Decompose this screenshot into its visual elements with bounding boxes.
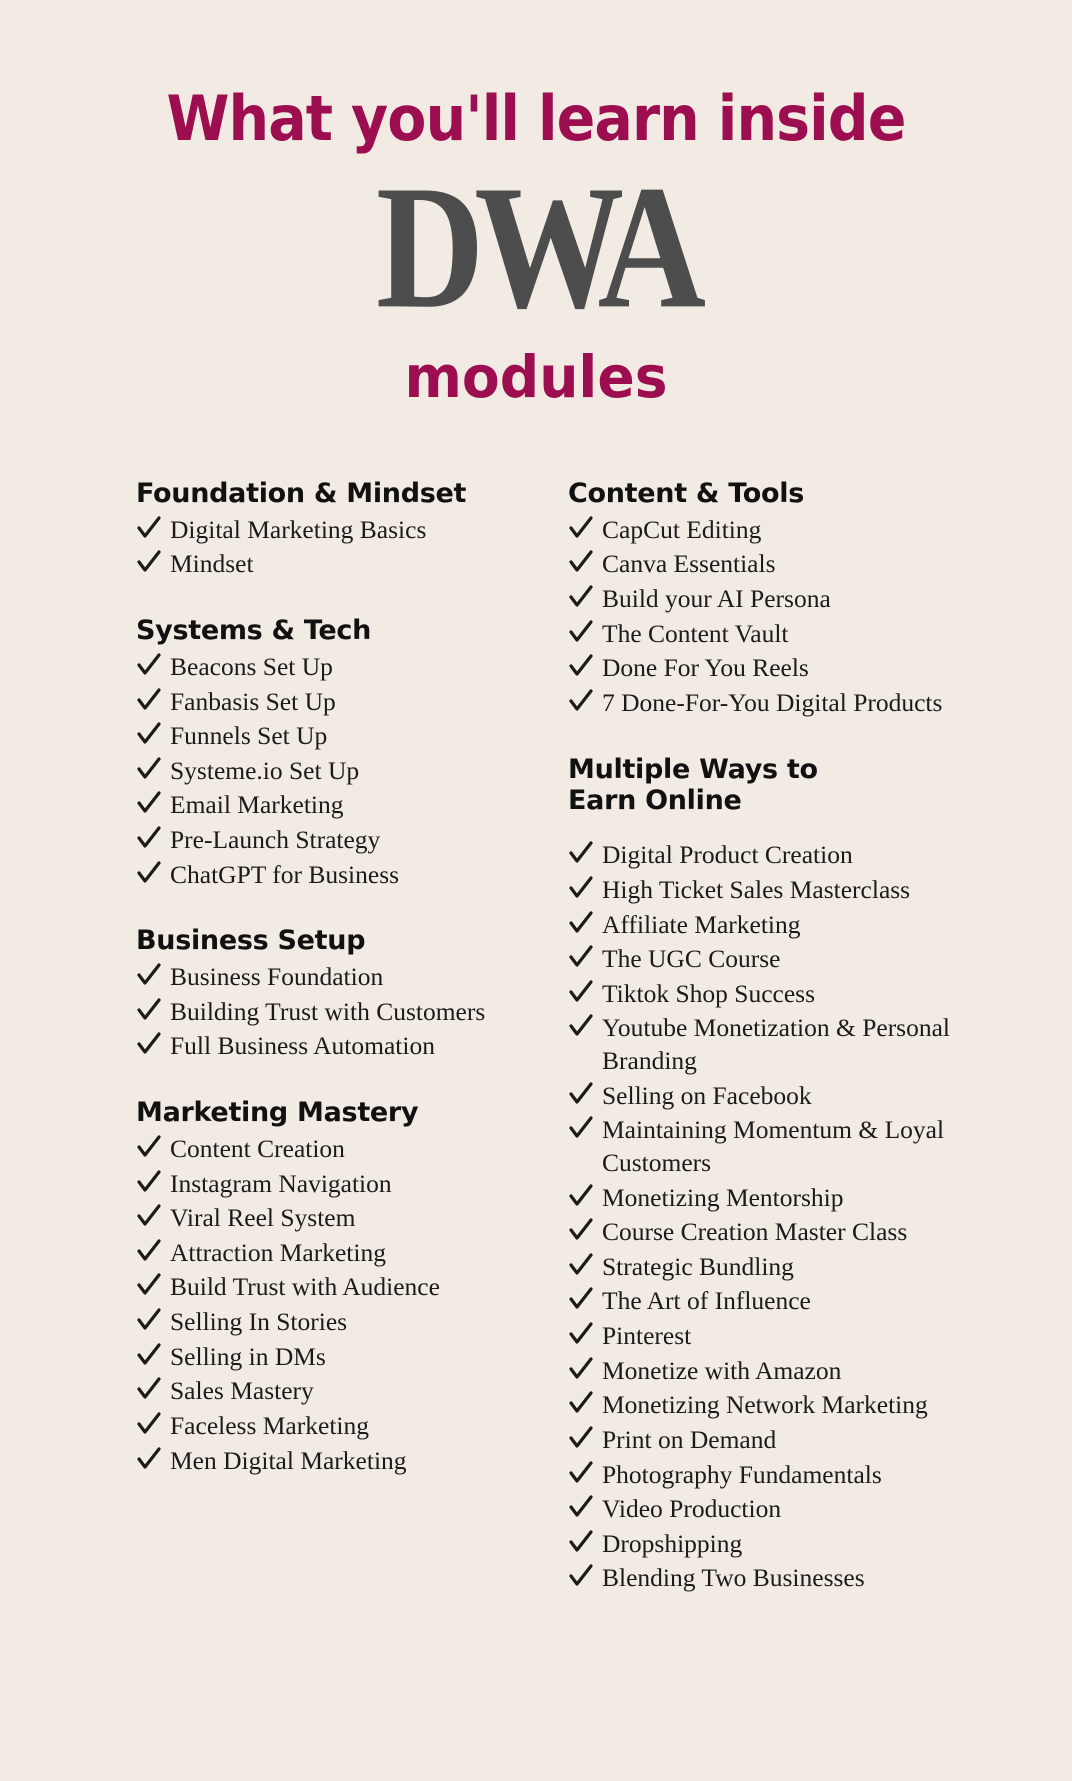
list-item	[568, 1216, 976, 1249]
module-list	[136, 514, 536, 581]
check-icon	[568, 1286, 594, 1312]
module-section	[136, 1097, 536, 1477]
list-item	[568, 978, 976, 1011]
list-item	[568, 1012, 976, 1077]
check-icon	[568, 1390, 594, 1416]
list-item-label: Selling on Facebook	[602, 1080, 812, 1110]
list-item	[136, 1030, 536, 1063]
list-item	[136, 1410, 536, 1443]
list-item-label: Content Creation	[170, 1133, 345, 1163]
section-title: Foundation & Mindset	[136, 478, 467, 509]
check-icon	[568, 1425, 594, 1451]
section-title: Systems & Tech	[136, 615, 372, 647]
check-icon	[136, 652, 162, 678]
list-item	[568, 548, 976, 581]
list-item	[136, 1237, 536, 1270]
list-item-label: Digital Marketing Basics	[170, 514, 427, 544]
list-item	[568, 1251, 976, 1284]
check-icon	[568, 1183, 594, 1209]
list-item-label: Faceless Marketing	[170, 1410, 369, 1440]
list-item-label: Build your AI Persona	[602, 584, 831, 614]
check-icon	[136, 1307, 162, 1333]
list-item-label: The Art of Influence	[602, 1286, 811, 1316]
module-list	[136, 1133, 536, 1477]
module-list	[568, 839, 976, 1595]
list-item	[136, 720, 536, 753]
list-item-label: Beacons Set Up	[170, 651, 333, 681]
list-item-label: Digital Product Creation	[602, 840, 853, 870]
list-item	[568, 618, 976, 651]
list-item	[136, 996, 536, 1029]
list-item	[568, 1562, 976, 1595]
check-icon	[136, 1238, 162, 1264]
module-list	[136, 651, 536, 891]
list-item-label: Systeme.io Set Up	[170, 755, 360, 785]
list-item	[568, 1424, 976, 1457]
list-item	[136, 1306, 536, 1339]
check-icon	[136, 721, 162, 747]
list-item	[136, 1271, 536, 1304]
list-item-label: The UGC Course	[602, 944, 781, 974]
module-columns	[0, 478, 1072, 1629]
check-icon	[136, 1342, 162, 1368]
list-item	[136, 1168, 536, 1201]
list-item-label: Affiliate Marketing	[602, 909, 801, 939]
list-item	[568, 514, 976, 547]
check-icon	[568, 653, 594, 679]
list-item	[136, 1341, 536, 1374]
check-icon	[568, 840, 594, 866]
list-item-label: Selling in DMs	[170, 1341, 326, 1371]
list-item-label: Print on Demand	[602, 1424, 777, 1454]
list-item	[568, 1285, 976, 1318]
brand-logo-text: DWA	[375, 149, 697, 346]
check-icon	[568, 979, 594, 1005]
column-right	[556, 478, 976, 1629]
list-item-label: Building Trust with Customers	[170, 996, 486, 1026]
list-item	[568, 1459, 976, 1492]
check-icon	[568, 584, 594, 610]
check-icon	[568, 619, 594, 645]
list-item-label: Course Creation Master Class	[602, 1217, 908, 1247]
list-item-label: High Ticket Sales Masterclass	[602, 874, 911, 904]
page-title: What you'll learn inside	[166, 82, 906, 155]
subtitle-modules: modules	[404, 343, 668, 411]
check-icon	[568, 1563, 594, 1589]
check-icon	[136, 1031, 162, 1057]
list-item-label: Sales Mastery	[170, 1376, 314, 1406]
check-icon	[568, 1013, 594, 1039]
check-icon	[568, 1081, 594, 1107]
list-item-label: Full Business Automation	[170, 1031, 435, 1061]
check-icon	[136, 687, 162, 713]
check-icon	[568, 688, 594, 714]
check-icon	[568, 1321, 594, 1347]
poster-header	[0, 0, 1072, 411]
check-icon	[136, 756, 162, 782]
section-title: Marketing Mastery	[136, 1097, 419, 1129]
list-item-label: Attraction Marketing	[170, 1237, 386, 1267]
list-item	[136, 859, 536, 892]
check-icon	[568, 875, 594, 901]
module-list	[568, 514, 976, 720]
check-icon	[136, 549, 162, 575]
list-item-label: Fanbasis Set Up	[170, 686, 336, 716]
list-item	[568, 874, 976, 907]
check-icon	[136, 1411, 162, 1437]
check-icon	[136, 962, 162, 988]
module-section	[136, 478, 536, 581]
check-icon	[136, 515, 162, 541]
list-item	[136, 1375, 536, 1408]
module-section	[136, 925, 536, 1063]
list-item	[136, 514, 536, 547]
list-item	[568, 839, 976, 872]
list-item	[136, 1202, 536, 1235]
list-item-label: Blending Two Businesses	[602, 1563, 865, 1593]
module-section	[568, 754, 976, 1595]
list-item-label: Video Production	[602, 1494, 782, 1524]
list-item-label: Dropshipping	[602, 1528, 743, 1558]
list-item-label: The Content Vault	[602, 618, 789, 648]
column-left	[136, 478, 556, 1629]
list-item	[568, 1114, 976, 1179]
list-item-label: 7 Done-For-You Digital Products	[602, 687, 943, 717]
list-item	[136, 755, 536, 788]
check-icon	[568, 1115, 594, 1141]
spacer	[568, 821, 976, 839]
section-title: Multiple Ways to Earn Online	[568, 753, 818, 817]
list-item-label: Build Trust with Audience	[170, 1272, 440, 1302]
list-item	[568, 1528, 976, 1561]
list-item-label: Maintaining Momentum & Loyal Customers	[602, 1115, 945, 1177]
check-icon	[568, 549, 594, 575]
list-item-label: Monetizing Mentorship	[602, 1182, 844, 1212]
list-item	[136, 961, 536, 994]
list-item-label: Tiktok Shop Success	[602, 978, 816, 1008]
module-section	[568, 478, 976, 720]
list-item	[568, 943, 976, 976]
list-item-label: Funnels Set Up	[170, 721, 328, 751]
list-item-label: Monetizing Network Marketing	[602, 1390, 928, 1420]
list-item	[568, 687, 976, 720]
list-item-label: Monetize with Amazon	[602, 1355, 842, 1385]
list-item-label: Pre-Launch Strategy	[170, 825, 381, 855]
check-icon	[568, 910, 594, 936]
check-icon	[136, 1203, 162, 1229]
list-item	[136, 686, 536, 719]
check-icon	[568, 515, 594, 541]
list-item-label: CapCut Editing	[602, 514, 762, 544]
list-item-label: Youtube Monetization & Personal Branding	[602, 1013, 951, 1076]
list-item	[568, 1493, 976, 1526]
check-icon	[568, 1494, 594, 1520]
module-list	[136, 961, 536, 1063]
list-item	[136, 824, 536, 857]
check-icon	[568, 1252, 594, 1278]
list-item	[136, 1133, 536, 1166]
list-item	[136, 1445, 536, 1478]
section-title: Content & Tools	[568, 478, 805, 509]
list-item	[568, 1080, 976, 1113]
list-item	[136, 548, 536, 581]
list-item-label: Business Foundation	[170, 962, 384, 992]
list-item-label: Email Marketing	[170, 790, 344, 820]
list-item-label: Canva Essentials	[602, 549, 776, 579]
list-item-label: ChatGPT for Business	[170, 859, 400, 889]
list-item	[136, 651, 536, 684]
section-title: Business Setup	[136, 925, 366, 957]
list-item-label: Done For You Reels	[602, 653, 809, 683]
list-item-label: Men Digital Marketing	[170, 1445, 407, 1475]
check-icon	[568, 1529, 594, 1555]
module-section	[136, 615, 536, 891]
list-item	[568, 1320, 976, 1353]
list-item	[568, 652, 976, 685]
check-icon	[568, 1460, 594, 1486]
list-item	[568, 1389, 976, 1422]
list-item-label: Strategic Bundling	[602, 1251, 794, 1281]
check-icon	[136, 825, 162, 851]
list-item	[568, 583, 976, 616]
check-icon	[136, 997, 162, 1023]
check-icon	[568, 1217, 594, 1243]
list-item	[568, 909, 976, 942]
check-icon	[136, 1376, 162, 1402]
list-item-label: Pinterest	[602, 1321, 692, 1351]
list-item-label: Photography Fundamentals	[602, 1459, 882, 1489]
list-item-label: Instagram Navigation	[170, 1168, 392, 1198]
check-icon	[568, 944, 594, 970]
list-item	[568, 1355, 976, 1388]
list-item-label: Mindset	[170, 549, 254, 579]
check-icon	[136, 860, 162, 886]
list-item-label: Selling In Stories	[170, 1307, 348, 1337]
check-icon	[136, 1134, 162, 1160]
list-item	[136, 789, 536, 822]
check-icon	[136, 1272, 162, 1298]
check-icon	[136, 1169, 162, 1195]
check-icon	[568, 1356, 594, 1382]
check-icon	[136, 1446, 162, 1472]
list-item-label: Viral Reel System	[170, 1203, 356, 1233]
check-icon	[136, 790, 162, 816]
list-item	[568, 1182, 976, 1215]
